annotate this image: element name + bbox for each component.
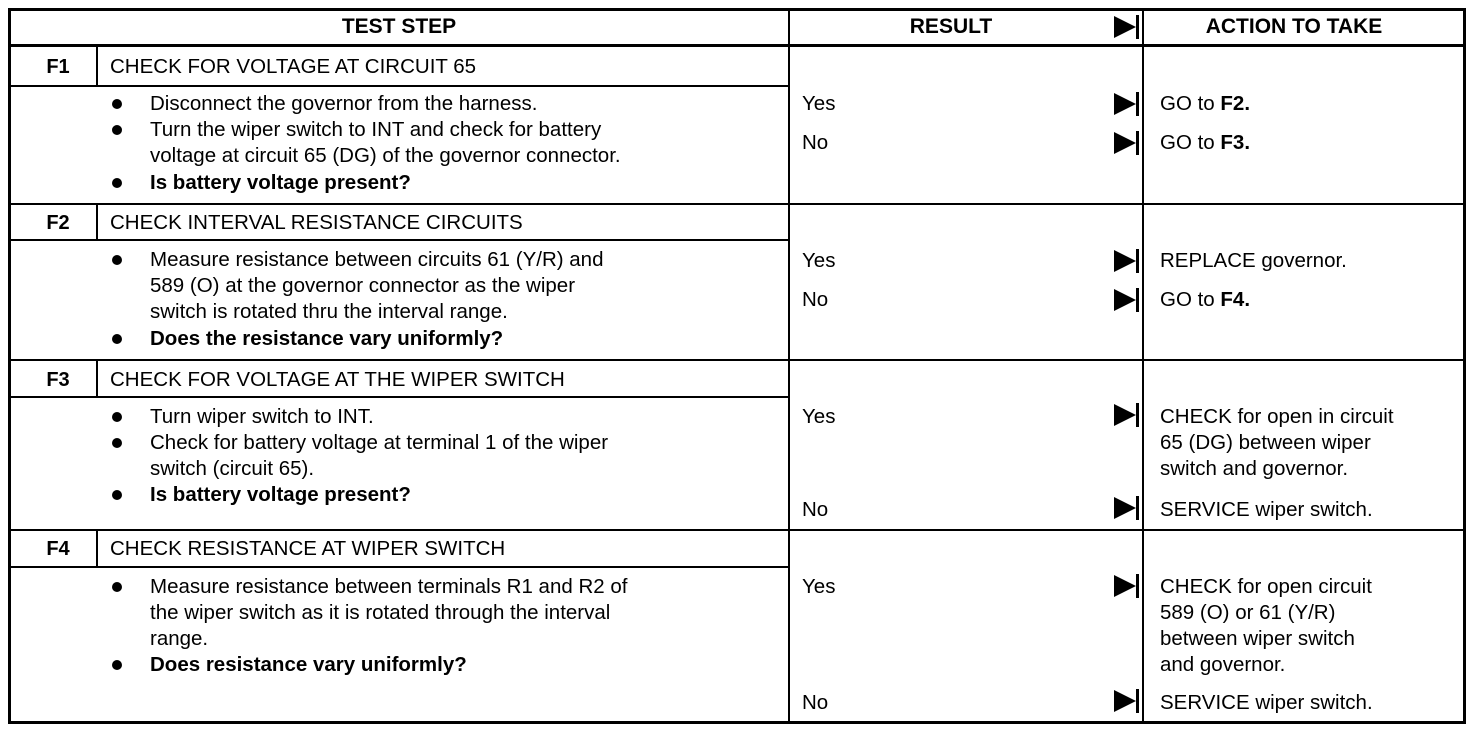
step-f1-result-no: No: [802, 131, 829, 154]
bullet-icon: [112, 125, 122, 135]
result-arrow-bar-icon: [1136, 496, 1139, 520]
step-f4-action-no: SERVICE wiper switch.: [1160, 691, 1373, 714]
step-f4-action-yes-line-3: between wiper switch: [1160, 627, 1355, 650]
header-bottom-border: [8, 44, 1466, 47]
table-bottom-border: [8, 721, 1466, 724]
step-f3-action-no: SERVICE wiper switch.: [1160, 498, 1373, 521]
bullet-icon: [112, 438, 122, 448]
step-f2-bullet-1-line-1: Measure resistance between circuits 61 (Y/R) and: [150, 248, 604, 271]
result-arrow-icon: [1114, 404, 1136, 426]
step-f2-action-yes: REPLACE governor.: [1160, 249, 1347, 272]
step-f1-bullet-2-line-1: Turn the wiper switch to INT and check for battery: [150, 118, 602, 141]
result-arrow-icon: [1114, 575, 1136, 597]
step-f3-action-yes-line-3: switch and governor.: [1160, 457, 1349, 480]
result-arrow-icon: [1114, 690, 1136, 712]
header-result: RESULT: [909, 15, 993, 38]
bullet-icon: [112, 99, 122, 109]
step-f3-question: Is battery voltage present?: [150, 483, 411, 506]
header-arrow-bar-icon: [1136, 15, 1139, 39]
header-action: ACTION TO TAKE: [1205, 15, 1383, 38]
row-separator-f4: [8, 529, 1466, 531]
step-f3-action-yes-line-1: CHECK for open in circuit: [1160, 405, 1394, 428]
step-title-f4: CHECK RESISTANCE AT WIPER SWITCH: [110, 537, 506, 560]
step-f2-bullet-1-line-3: switch is rotated thru the interval range.: [150, 300, 508, 323]
step-f4-bullet-1-line-2: the wiper switch as it is rotated through the interval: [150, 601, 611, 624]
table-right-border: [1463, 8, 1466, 724]
bullet-icon: [112, 660, 122, 670]
step-f1-result-yes: Yes: [802, 92, 836, 115]
step-f3-result-no: No: [802, 498, 829, 521]
step-f1-bullet-1: Disconnect the governor from the harness.: [150, 92, 538, 115]
result-arrow-bar-icon: [1136, 249, 1139, 273]
step-f4-bullet-1-line-1: Measure resistance between terminals R1 and R2 of: [150, 575, 628, 598]
bullet-icon: [112, 412, 122, 422]
step-f1-action-yes: GO to F2.: [1160, 92, 1251, 115]
step-f4-action-yes-line-1: CHECK for open circuit: [1160, 575, 1372, 598]
step-f4-result-yes: Yes: [802, 575, 836, 598]
step-f3-action-yes-line-2: 65 (DG) between wiper: [1160, 431, 1371, 454]
step-title-underline-f3: [8, 396, 789, 398]
result-arrow-icon: [1114, 250, 1136, 272]
step-title-underline-f4: [8, 566, 789, 568]
step-id-f3: F3: [46, 369, 70, 391]
bullet-icon: [112, 255, 122, 265]
row-separator-f2: [8, 203, 1466, 205]
step-f3-bullet-2-line-2: switch (circuit 65).: [150, 457, 315, 480]
bullet-icon: [112, 582, 122, 592]
result-arrow-bar-icon: [1136, 288, 1139, 312]
bullet-icon: [112, 490, 122, 500]
step-f4-bullet-1-line-3: range.: [150, 627, 209, 650]
step-title-f1: CHECK FOR VOLTAGE AT CIRCUIT 65: [110, 55, 477, 78]
step-f4-action-yes-line-2: 589 (O) or 61 (Y/R): [1160, 601, 1336, 624]
step-f2-result-yes: Yes: [802, 249, 836, 272]
col-divider-action: [1142, 8, 1144, 724]
step-f3-bullet-2-line-1: Check for battery voltage at terminal 1 of the wiper: [150, 431, 609, 454]
step-f4-action-yes-line-4: and governor.: [1160, 653, 1286, 676]
step-f4-result-no: No: [802, 691, 829, 714]
header-arrow-icon: [1114, 16, 1136, 38]
bullet-icon: [112, 334, 122, 344]
step-f2-action-no: GO to F4.: [1160, 288, 1251, 311]
result-arrow-icon: [1114, 132, 1136, 154]
step-id-f2: F2: [46, 212, 70, 234]
step-f2-question: Does the resistance vary uniformly?: [150, 327, 504, 350]
row-separator-f3: [8, 359, 1466, 361]
step-f1-bullet-2-line-2: voltage at circuit 65 (DG) of the governor connector.: [150, 144, 621, 167]
result-arrow-icon: [1114, 289, 1136, 311]
table-top-border: [8, 8, 1466, 11]
step-f1-question: Is battery voltage present?: [150, 171, 411, 194]
result-arrow-icon: [1114, 497, 1136, 519]
result-arrow-bar-icon: [1136, 689, 1139, 713]
step-f2-bullet-1-line-2: 589 (O) at the governor connector as the wiper: [150, 274, 576, 297]
header-test-step: TEST STEP: [341, 15, 457, 38]
result-arrow-bar-icon: [1136, 403, 1139, 427]
step-f3-bullet-1: Turn wiper switch to INT.: [150, 405, 374, 428]
step-title-f3: CHECK FOR VOLTAGE AT THE WIPER SWITCH: [110, 368, 565, 391]
step-id-f1: F1: [46, 56, 70, 78]
col-divider-result: [788, 8, 790, 724]
step-f2-result-no: No: [802, 288, 829, 311]
step-id-f4: F4: [46, 538, 70, 560]
step-title-f2: CHECK INTERVAL RESISTANCE CIRCUITS: [110, 211, 523, 234]
step-f3-result-yes: Yes: [802, 405, 836, 428]
table-left-border: [8, 8, 11, 724]
bullet-icon: [112, 178, 122, 188]
result-arrow-bar-icon: [1136, 574, 1139, 598]
result-arrow-bar-icon: [1136, 92, 1139, 116]
step-f4-question: Does resistance vary uniformly?: [150, 653, 467, 676]
step-title-underline-f1: [8, 85, 789, 87]
step-f1-action-no: GO to F3.: [1160, 131, 1251, 154]
result-arrow-bar-icon: [1136, 131, 1139, 155]
step-title-underline-f2: [8, 239, 789, 241]
result-arrow-icon: [1114, 93, 1136, 115]
